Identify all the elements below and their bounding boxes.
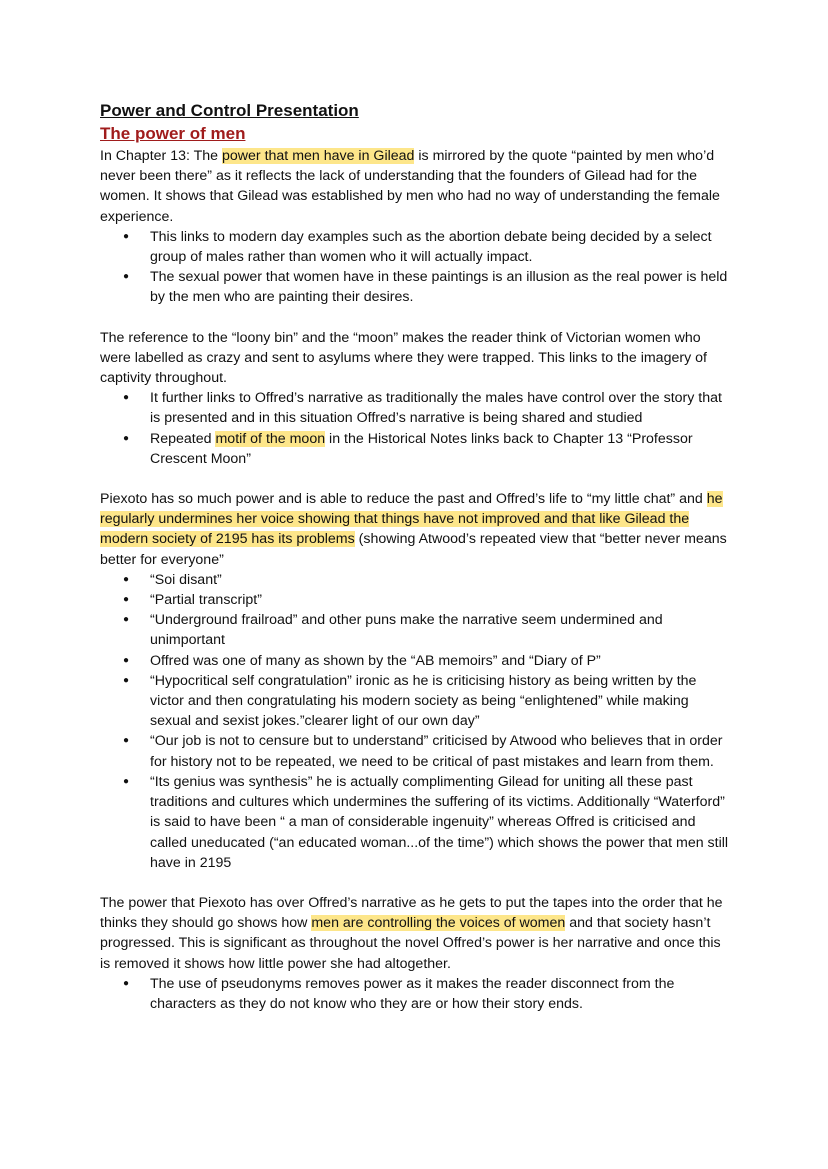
list-item: ● It further links to Offred’s narrative as traditionally the males have control over the story that is presented and in this situation Offred’s narrative is being shared and studied [150, 388, 730, 428]
bullet-list-1 [100, 227, 730, 308]
section-heading: The power of men [100, 124, 246, 143]
highlight: men are controlling the voices of women [311, 915, 566, 932]
list-item: ● Offred was one of many as shown by the “AB memoirs” and “Diary of P” [150, 651, 730, 671]
paragraph-3: Piexoto has so much power and is able to reduce the past and Offred’s life to “my little chat” and he regularly undermines her voice showing that things have not improved and that like Gilead the modern society of 2195 has its problems (showing Atwood’s repeated view that “better never means better for everyone” [100, 491, 727, 568]
list-item: ● “Hypocritical self congratulation” ironic as he is criticising history as being written by the victor and then congratulating his modern society as being “enlightened” while making sexual and sexist jokes.”clearer light of our own day” [150, 671, 730, 732]
highlight: he regularly undermines her voice showing that things have not improved and that like Gilead the modern society of 2195 has its problems [100, 491, 723, 548]
list-item: ● “Its genius was synthesis” he is actually complimenting Gilead for uniting all these past traditions and cultures which undermines the suffering of its victims. Additionally “Waterford” is said to have been “ a man of considerable ingenuity” whereas Offred is criticised and called uneducated (“an educated woman...of the time”) which shows the power that men still have in 2195 [150, 772, 730, 873]
list-item: ● Repeated motif of the moon in the Historical Notes links back to Chapter 13 “Professor Crescent Moon” [150, 429, 730, 469]
list-item: ● “Partial transcript” [150, 590, 730, 610]
bullet-list-3 [100, 570, 730, 873]
paragraph-2: The reference to the “loony bin” and the “moon” makes the reader think of Victorian women who were labelled as crazy and sent to asylums where they were trapped. This links to the imagery of captivity throughout. [100, 329, 707, 387]
bullet-list-4 [100, 974, 730, 1014]
paragraph-4: The power that Piexoto has over Offred’s narrative as he gets to put the tapes into the order that he thinks they should go shows how men are controlling the voices of women and that society hasn’t progressed. This is significant as throughout the novel Offred’s power is her narrative and once this is removed it shows how little power she had altogether. [100, 894, 723, 972]
highlight: power that men have in Gilead [222, 148, 415, 164]
list-item: ● This links to modern day examples such as the abortion debate being decided by a select group of males rather than women who it will actually impact. [150, 227, 730, 267]
list-item: ● “Our job is not to censure but to understand” criticised by Atwood who believes that in order for history not to be repeated, we need to be critical of past mistakes and learn from them. [150, 731, 730, 771]
highlight: motif of the moon [215, 430, 326, 447]
list-item: ● “Soi disant” [150, 570, 730, 590]
list-item: ● “Underground frailroad” and other puns make the narrative seem undermined and unimportant [150, 610, 730, 650]
bullet-list-2 [100, 388, 730, 469]
list-item: ● The sexual power that women have in these paintings is an illusion as the real power is held by the men who are painting their desires. [150, 267, 730, 307]
paragraph-1: In Chapter 13: The power that men have in Gilead is mirrored by the quote “painted by men who’d never been there” as it reflects the lack of understanding that the founders of Gilead had for the women. It shows that Gilead was established by men who had no way of understanding the female experience. [100, 148, 720, 225]
document-title: Power and Control Presentation [100, 101, 359, 120]
list-item: ● The use of pseudonyms removes power as it makes the reader disconnect from the characters as they do not know who they are or how their story ends. [150, 974, 730, 1014]
document-body [100, 100, 730, 1014]
